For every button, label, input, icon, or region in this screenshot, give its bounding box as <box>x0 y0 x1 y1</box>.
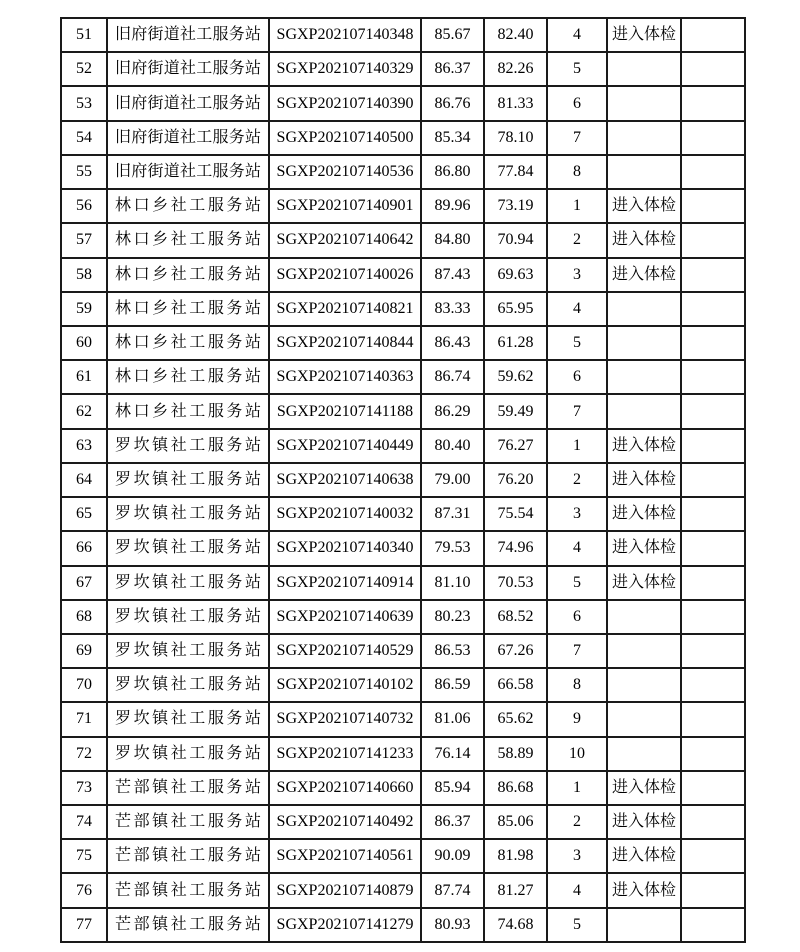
cell-rank: 7 <box>547 121 607 155</box>
cell-station: 旧府街道社工服务站 <box>107 18 269 52</box>
cell-score2: 68.52 <box>484 600 547 634</box>
cell-rank: 2 <box>547 805 607 839</box>
cell-code: SGXP202107140821 <box>269 292 421 326</box>
table-row <box>61 258 745 292</box>
table-row <box>61 86 745 120</box>
cell-note <box>681 908 745 942</box>
cell-rank: 8 <box>547 155 607 189</box>
cell-station: 旧府街道社工服务站 <box>107 121 269 155</box>
cell-score2: 76.27 <box>484 429 547 463</box>
cell-score1: 85.94 <box>421 771 484 805</box>
cell-note <box>681 839 745 873</box>
cell-note <box>681 360 745 394</box>
cell-score1: 80.40 <box>421 429 484 463</box>
table-row <box>61 429 745 463</box>
cell-rank: 10 <box>547 737 607 771</box>
cell-result: 进入体检 <box>607 839 681 873</box>
table-row <box>61 18 745 52</box>
cell-note <box>681 600 745 634</box>
cell-score1: 86.43 <box>421 326 484 360</box>
cell-score1: 79.53 <box>421 531 484 565</box>
cell-result <box>607 394 681 428</box>
cell-rank: 3 <box>547 258 607 292</box>
cell-code: SGXP202107140492 <box>269 805 421 839</box>
cell-note <box>681 566 745 600</box>
cell-note <box>681 702 745 736</box>
cell-rank: 5 <box>547 566 607 600</box>
cell-seq: 60 <box>61 326 107 360</box>
table-row <box>61 394 745 428</box>
cell-station: 罗坎镇社工服务站 <box>107 600 269 634</box>
table-row <box>61 531 745 565</box>
cell-score2: 81.98 <box>484 839 547 873</box>
cell-station: 罗坎镇社工服务站 <box>107 668 269 702</box>
cell-result <box>607 908 681 942</box>
cell-seq: 58 <box>61 258 107 292</box>
cell-code: SGXP202107140561 <box>269 839 421 873</box>
cell-score2: 86.68 <box>484 771 547 805</box>
cell-station: 旧府街道社工服务站 <box>107 155 269 189</box>
cell-score2: 74.68 <box>484 908 547 942</box>
cell-result: 进入体检 <box>607 531 681 565</box>
cell-note <box>681 52 745 86</box>
cell-score1: 84.80 <box>421 223 484 257</box>
cell-result: 进入体检 <box>607 18 681 52</box>
cell-note <box>681 86 745 120</box>
table-row <box>61 873 745 907</box>
cell-score2: 81.33 <box>484 86 547 120</box>
cell-code: SGXP202107140026 <box>269 258 421 292</box>
cell-code: SGXP202107140500 <box>269 121 421 155</box>
cell-station: 罗坎镇社工服务站 <box>107 634 269 668</box>
cell-seq: 67 <box>61 566 107 600</box>
cell-score1: 86.74 <box>421 360 484 394</box>
cell-note <box>681 668 745 702</box>
cell-score2: 75.54 <box>484 497 547 531</box>
cell-score1: 85.34 <box>421 121 484 155</box>
cell-rank: 4 <box>547 531 607 565</box>
cell-seq: 76 <box>61 873 107 907</box>
cell-result: 进入体检 <box>607 497 681 531</box>
cell-code: SGXP202107140449 <box>269 429 421 463</box>
cell-note <box>681 223 745 257</box>
cell-note <box>681 121 745 155</box>
table-row <box>61 771 745 805</box>
cell-score2: 73.19 <box>484 189 547 223</box>
cell-score1: 86.80 <box>421 155 484 189</box>
cell-rank: 2 <box>547 463 607 497</box>
cell-station: 罗坎镇社工服务站 <box>107 702 269 736</box>
cell-result: 进入体检 <box>607 189 681 223</box>
cell-score1: 86.76 <box>421 86 484 120</box>
cell-rank: 6 <box>547 600 607 634</box>
cell-station: 芒部镇社工服务站 <box>107 771 269 805</box>
cell-station: 芒部镇社工服务站 <box>107 839 269 873</box>
cell-result: 进入体检 <box>607 429 681 463</box>
cell-score2: 59.62 <box>484 360 547 394</box>
cell-result <box>607 360 681 394</box>
cell-code: SGXP202107140639 <box>269 600 421 634</box>
table-row <box>61 463 745 497</box>
cell-code: SGXP202107140660 <box>269 771 421 805</box>
cell-seq: 57 <box>61 223 107 257</box>
cell-score1: 86.37 <box>421 52 484 86</box>
cell-score1: 86.59 <box>421 668 484 702</box>
cell-code: SGXP202107140536 <box>269 155 421 189</box>
cell-seq: 73 <box>61 771 107 805</box>
table-row <box>61 634 745 668</box>
cell-result <box>607 668 681 702</box>
cell-code: SGXP202107140390 <box>269 86 421 120</box>
cell-score1: 90.09 <box>421 839 484 873</box>
cell-note <box>681 429 745 463</box>
cell-score1: 83.33 <box>421 292 484 326</box>
cell-rank: 5 <box>547 52 607 86</box>
cell-score1: 89.96 <box>421 189 484 223</box>
table-row <box>61 737 745 771</box>
cell-note <box>681 531 745 565</box>
table-row <box>61 121 745 155</box>
cell-score2: 65.95 <box>484 292 547 326</box>
cell-score1: 81.06 <box>421 702 484 736</box>
cell-rank: 4 <box>547 873 607 907</box>
table-row <box>61 292 745 326</box>
cell-note <box>681 155 745 189</box>
cell-rank: 2 <box>547 223 607 257</box>
cell-station: 林口乡社工服务站 <box>107 223 269 257</box>
cell-score2: 70.53 <box>484 566 547 600</box>
cell-score2: 66.58 <box>484 668 547 702</box>
cell-rank: 4 <box>547 292 607 326</box>
cell-score2: 69.63 <box>484 258 547 292</box>
cell-code: SGXP202107141188 <box>269 394 421 428</box>
table-row <box>61 189 745 223</box>
cell-result <box>607 600 681 634</box>
cell-result <box>607 52 681 86</box>
cell-seq: 66 <box>61 531 107 565</box>
cell-note <box>681 634 745 668</box>
cell-code: SGXP202107140732 <box>269 702 421 736</box>
cell-result: 进入体检 <box>607 463 681 497</box>
cell-station: 芒部镇社工服务站 <box>107 805 269 839</box>
cell-seq: 70 <box>61 668 107 702</box>
cell-score2: 74.96 <box>484 531 547 565</box>
cell-rank: 7 <box>547 394 607 428</box>
cell-score2: 58.89 <box>484 737 547 771</box>
table-row <box>61 326 745 360</box>
cell-seq: 65 <box>61 497 107 531</box>
cell-station: 旧府街道社工服务站 <box>107 52 269 86</box>
cell-score2: 82.26 <box>484 52 547 86</box>
cell-note <box>681 292 745 326</box>
cell-code: SGXP202107140638 <box>269 463 421 497</box>
cell-station: 林口乡社工服务站 <box>107 189 269 223</box>
cell-seq: 59 <box>61 292 107 326</box>
cell-score1: 87.43 <box>421 258 484 292</box>
table-row <box>61 702 745 736</box>
cell-note <box>681 258 745 292</box>
cell-station: 林口乡社工服务站 <box>107 326 269 360</box>
cell-rank: 6 <box>547 360 607 394</box>
cell-code: SGXP202107140844 <box>269 326 421 360</box>
cell-rank: 5 <box>547 908 607 942</box>
cell-score2: 78.10 <box>484 121 547 155</box>
cell-note <box>681 737 745 771</box>
cell-seq: 64 <box>61 463 107 497</box>
cell-seq: 55 <box>61 155 107 189</box>
cell-note <box>681 771 745 805</box>
table-row <box>61 908 745 942</box>
table-row <box>61 497 745 531</box>
cell-rank: 1 <box>547 189 607 223</box>
cell-station: 罗坎镇社工服务站 <box>107 463 269 497</box>
cell-code: SGXP202107140363 <box>269 360 421 394</box>
cell-note <box>681 497 745 531</box>
cell-result: 进入体检 <box>607 223 681 257</box>
cell-note <box>681 805 745 839</box>
cell-score1: 81.10 <box>421 566 484 600</box>
cell-code: SGXP202107140329 <box>269 52 421 86</box>
cell-rank: 3 <box>547 839 607 873</box>
table-row <box>61 805 745 839</box>
cell-score1: 87.31 <box>421 497 484 531</box>
cell-note <box>681 463 745 497</box>
results-table-body <box>61 18 745 942</box>
cell-code: SGXP202107140032 <box>269 497 421 531</box>
table-row <box>61 600 745 634</box>
cell-rank: 1 <box>547 429 607 463</box>
cell-station: 林口乡社工服务站 <box>107 258 269 292</box>
cell-note <box>681 394 745 428</box>
cell-station: 罗坎镇社工服务站 <box>107 429 269 463</box>
cell-station: 罗坎镇社工服务站 <box>107 531 269 565</box>
cell-station: 罗坎镇社工服务站 <box>107 566 269 600</box>
cell-code: SGXP202107141279 <box>269 908 421 942</box>
table-row <box>61 52 745 86</box>
cell-score2: 77.84 <box>484 155 547 189</box>
cell-code: SGXP202107140340 <box>269 531 421 565</box>
cell-result: 进入体检 <box>607 873 681 907</box>
cell-result <box>607 702 681 736</box>
cell-score2: 65.62 <box>484 702 547 736</box>
cell-score2: 70.94 <box>484 223 547 257</box>
cell-rank: 9 <box>547 702 607 736</box>
cell-score2: 67.26 <box>484 634 547 668</box>
cell-station: 罗坎镇社工服务站 <box>107 497 269 531</box>
cell-result <box>607 121 681 155</box>
cell-note <box>681 189 745 223</box>
cell-score1: 79.00 <box>421 463 484 497</box>
cell-result <box>607 737 681 771</box>
cell-seq: 77 <box>61 908 107 942</box>
cell-seq: 72 <box>61 737 107 771</box>
cell-result <box>607 292 681 326</box>
cell-note <box>681 326 745 360</box>
cell-score1: 87.74 <box>421 873 484 907</box>
cell-score1: 80.23 <box>421 600 484 634</box>
cell-result: 进入体检 <box>607 771 681 805</box>
cell-score2: 76.20 <box>484 463 547 497</box>
cell-code: SGXP202107140348 <box>269 18 421 52</box>
cell-station: 林口乡社工服务站 <box>107 394 269 428</box>
cell-seq: 63 <box>61 429 107 463</box>
cell-rank: 5 <box>547 326 607 360</box>
table-row <box>61 839 745 873</box>
cell-score2: 85.06 <box>484 805 547 839</box>
cell-code: SGXP202107141233 <box>269 737 421 771</box>
cell-seq: 74 <box>61 805 107 839</box>
table-row <box>61 155 745 189</box>
cell-result <box>607 155 681 189</box>
cell-score2: 81.27 <box>484 873 547 907</box>
cell-seq: 69 <box>61 634 107 668</box>
cell-seq: 61 <box>61 360 107 394</box>
cell-station: 林口乡社工服务站 <box>107 360 269 394</box>
table-row <box>61 360 745 394</box>
cell-station: 旧府街道社工服务站 <box>107 86 269 120</box>
cell-station: 芒部镇社工服务站 <box>107 908 269 942</box>
cell-score1: 86.29 <box>421 394 484 428</box>
table-row <box>61 223 745 257</box>
cell-seq: 52 <box>61 52 107 86</box>
cell-station: 芒部镇社工服务站 <box>107 873 269 907</box>
cell-rank: 4 <box>547 18 607 52</box>
cell-score2: 82.40 <box>484 18 547 52</box>
cell-rank: 6 <box>547 86 607 120</box>
cell-score1: 86.53 <box>421 634 484 668</box>
cell-rank: 8 <box>547 668 607 702</box>
cell-score2: 59.49 <box>484 394 547 428</box>
cell-result <box>607 326 681 360</box>
cell-rank: 1 <box>547 771 607 805</box>
table-row <box>61 668 745 702</box>
cell-seq: 56 <box>61 189 107 223</box>
cell-note <box>681 18 745 52</box>
cell-station: 罗坎镇社工服务站 <box>107 737 269 771</box>
cell-code: SGXP202107140901 <box>269 189 421 223</box>
cell-code: SGXP202107140879 <box>269 873 421 907</box>
cell-seq: 51 <box>61 18 107 52</box>
cell-seq: 68 <box>61 600 107 634</box>
cell-rank: 7 <box>547 634 607 668</box>
cell-code: SGXP202107140529 <box>269 634 421 668</box>
cell-score1: 86.37 <box>421 805 484 839</box>
cell-result: 进入体检 <box>607 258 681 292</box>
cell-code: SGXP202107140914 <box>269 566 421 600</box>
cell-code: SGXP202107140642 <box>269 223 421 257</box>
cell-result <box>607 86 681 120</box>
exam-results-table <box>60 17 746 943</box>
cell-result: 进入体检 <box>607 805 681 839</box>
cell-score1: 85.67 <box>421 18 484 52</box>
cell-score2: 61.28 <box>484 326 547 360</box>
cell-seq: 53 <box>61 86 107 120</box>
cell-station: 林口乡社工服务站 <box>107 292 269 326</box>
cell-score1: 76.14 <box>421 737 484 771</box>
cell-seq: 75 <box>61 839 107 873</box>
cell-result <box>607 634 681 668</box>
cell-seq: 71 <box>61 702 107 736</box>
cell-seq: 62 <box>61 394 107 428</box>
cell-seq: 54 <box>61 121 107 155</box>
cell-score1: 80.93 <box>421 908 484 942</box>
cell-rank: 3 <box>547 497 607 531</box>
table-row <box>61 566 745 600</box>
cell-note <box>681 873 745 907</box>
cell-result: 进入体检 <box>607 566 681 600</box>
cell-code: SGXP202107140102 <box>269 668 421 702</box>
